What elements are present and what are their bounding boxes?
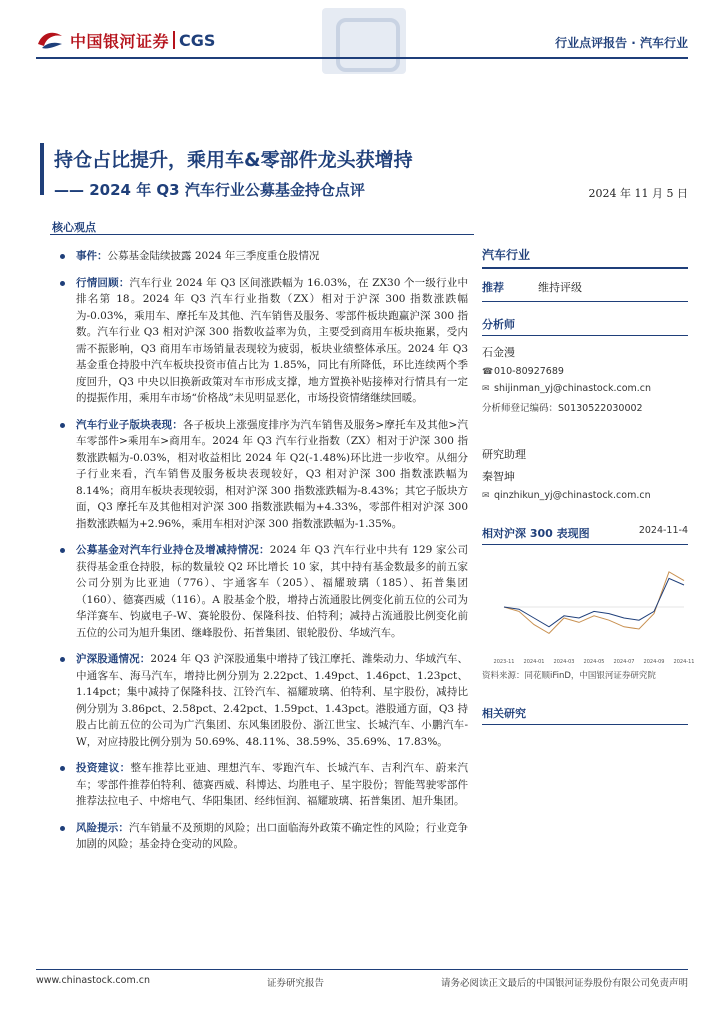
analyst-email xyxy=(482,383,688,394)
list-item xyxy=(58,651,468,750)
rating-label: 推荐 xyxy=(482,281,504,294)
x-tick-label: 2024-09 xyxy=(643,659,665,665)
page-header xyxy=(0,0,724,80)
performance-chart xyxy=(482,549,695,667)
series-line-0 xyxy=(504,572,684,634)
footer-website[interactable]: www.chinastock.com.cn xyxy=(36,975,150,986)
x-tick-label: 2023-11 xyxy=(493,659,515,665)
bullet-icon xyxy=(60,281,65,286)
x-tick-label: 2024-01 xyxy=(523,659,545,665)
researcher-email xyxy=(482,490,688,501)
email-text: shijinman_yj@chinastock.com.cn xyxy=(494,383,652,394)
bullet-icon xyxy=(60,657,65,662)
core-views-list xyxy=(58,248,468,863)
logo-cgs: CGS xyxy=(179,30,216,50)
phone-text: 010-80927689 xyxy=(494,366,564,377)
core-views-divider xyxy=(50,234,474,235)
item-text: 整车推荐比亚迪、理想汽车、零跑汽车、长城汽车、吉利汽车、蔚来汽车；零部件推荐伯特利、德赛西威、科博达、均胜电子、星宇股份；智能驾驶零部件推荐法拉电子、中熔电气、华阳集团、经纬恒润、福耀玻璃、拓普集团、旭升集团。 xyxy=(76,762,468,807)
bullet-icon xyxy=(60,254,65,259)
report-type: 行业点评报告 · 汽车行业 xyxy=(555,36,688,50)
header-divider xyxy=(36,57,688,59)
title-accent-bar xyxy=(40,143,44,195)
x-tick-label: 2024-03 xyxy=(553,659,575,665)
item-title: 风险提示： xyxy=(76,821,129,834)
list-item xyxy=(58,275,468,407)
item-title: 投资建议： xyxy=(76,762,131,774)
analyst-cert: 分析师登记编码：S0130522030002 xyxy=(482,403,643,414)
watermark-emblem xyxy=(322,8,406,74)
bullet-icon xyxy=(60,766,65,771)
x-tick-label: 2024-07 xyxy=(613,659,635,665)
logo-separator xyxy=(173,31,175,49)
company-logo xyxy=(36,28,215,52)
logo-icon xyxy=(36,28,64,52)
chart-header xyxy=(482,525,688,545)
bullet-icon xyxy=(60,423,65,428)
phone-icon: ☎ xyxy=(482,366,494,377)
chart-title: 相对沪深 300 表现图 xyxy=(482,527,590,540)
related-research-label: 相关研究 xyxy=(482,705,688,725)
item-title: 事件： xyxy=(76,250,108,262)
bullet-icon xyxy=(60,826,65,831)
analyst-phone xyxy=(482,366,688,377)
item-title: 沪深股通情况： xyxy=(76,653,151,665)
report-date: 2024 年 11 月 5 日 xyxy=(588,187,688,200)
x-tick-label: 2024-05 xyxy=(583,659,605,665)
page-title: 持仓占比提升，乘用车&零部件龙头获增持 xyxy=(54,149,413,171)
rating-value: 维持评级 xyxy=(538,281,582,294)
item-text: 各子板块上涨强度排序为汽车销售及服务>摩托车及其他>汽车零部件>乘用车>商用车。2024 年 Q3 汽车行业指数（ZX）相对于沪深 300 指数涨跌幅为-0.03%，相对收益相比 2024 年 Q2(-1.48%)环比进一步收窄。从细分子行业来看，汽车销售及服务板块表现较好，Q3 相对沪深 300 指数涨跌幅为 8.14%；商用车板块表现较弱，相对沪深 300 指数涨跌幅为-8.43%；其它子版块方面，Q3 摩托车及其他相对沪深 300 指数涨跌幅为+4.33%，零部件相对沪深 300 指数涨跌幅为+2.96%，乘用车相对沪深 300 指数涨跌幅为-1.35%。 xyxy=(76,418,468,530)
industry-label: 汽车行业 xyxy=(482,246,688,269)
researcher-label: 研究助理 xyxy=(482,448,526,461)
item-title: 公募基金对汽车行业持仓及增减持情况： xyxy=(76,544,270,556)
bullet-icon xyxy=(60,548,65,553)
item-text: 公募基金陆续披露 2024 年三季度重仓股情况 xyxy=(107,250,320,262)
logo-text: 中国银河证券 xyxy=(70,31,170,51)
item-text: 2024 年 Q3 沪深股通集中增持了钱江摩托、潍柴动力、华域汽车、中通客车、海马汽车，增持比例分别为 2.22pct、1.49pct、1.46pct、1.23pct、1.14pct；集中减持了保隆科技、江铃汽车、福耀玻璃、伯特利、星宇股份，减持比例分别为 3.86pct、2.58pct、2.42pct、1.59pct、1.43pct。港股通方面，Q3 持股占比前五位的公司为广汽集团、东风集团股份、浙江世宝、长城汽车、小鹏汽车-W，对应持股比例分别为 50.69%、48.11%、38.59%、35.69%、17.83%。 xyxy=(76,653,469,748)
mail-icon: ✉ xyxy=(482,490,490,501)
page-footer xyxy=(36,975,688,989)
list-item xyxy=(58,248,468,265)
analyst-name: 石金漫 xyxy=(482,346,515,359)
item-text: 汽车行业 2024 年 Q3 区间涨跌幅为 16.03%，在 ZX30 个一级行业中排名第 18。2024 年 Q3 汽车行业指数（ZX）相对于沪深 300 指数涨跌幅为-0.03%，乘用车、摩托车及其他、汽车销售及服务、零部件板块跑赢沪深 300 指数。汽车行业 Q3 相对沪深 300 指数收益率为负，主要受到商用车板块拖累，受内需不振影响，Q3 商用车市场销量表现较为疲弱，板块业绩整体承压。2024 年 Q3 基金重仓持股中汽车板块投资市值占比为 1.85%，同比有所降低，环比连续两个季度回升，Q3 中央以旧换新政策对车市形成支撑，地方置换补贴接棒对行情具有一定的提振作用，乘用车市场“价格战”未见明显恶化，市场投资情绪继续回暖。 xyxy=(76,276,469,404)
performance-chart-svg xyxy=(482,549,695,667)
item-text: 汽车销量不及预期的风险；出口面临海外政策不确定性的风险；行业竞争加剧的风险；基金持仓变动的风险。 xyxy=(76,821,469,850)
chart-source: 资料来源：同花顺iFinD，中国银河证券研究院 xyxy=(482,671,656,681)
footer-divider xyxy=(36,969,688,970)
email-text: qinzhikun_yj@chinastock.com.cn xyxy=(494,490,651,501)
footer-disclaimer: 请务必阅读正文最后的中国银河证券股份有限公司免责声明 xyxy=(440,978,688,989)
list-item xyxy=(58,820,468,853)
sidebar xyxy=(482,246,695,725)
page-subtitle: —— 2024 年 Q3 汽车行业公募基金持仓点评 xyxy=(54,181,365,199)
x-tick-label: 2024-11 xyxy=(673,659,695,665)
title-block xyxy=(54,145,674,200)
list-item xyxy=(58,417,468,533)
item-title: 汽车行业子版块表现： xyxy=(76,418,183,431)
researcher-name: 秦智坤 xyxy=(482,470,515,483)
series-line-1 xyxy=(504,578,684,626)
rating-row xyxy=(482,279,688,302)
item-title: 行情回顾： xyxy=(76,276,130,289)
list-item xyxy=(58,542,468,641)
item-text: 2024 年 Q3 汽车行业中共有 129 家公司获得基金重仓持股，标的数量较 Q2 环比增长 10 家，其中持有基金数最多的前五家公司分别为比亚迪（776）、宇通客车（205）、福耀玻璃（185）、拓普集团（160）、德赛西威（116）。A 股基金个股，增持占流通股比例变化前五位的公司为华洋赛车、钧崴电子-W、赛轮股份、保隆科技、伯特利；减持占流通股比例变化前五位的公司为旭升集团、继峰股份、拓普集团、银轮股份、华域汽车。 xyxy=(76,544,468,639)
list-item xyxy=(58,760,468,810)
analyst-label: 分析师 xyxy=(482,316,688,336)
core-views-label: 核心观点 xyxy=(52,221,96,234)
mail-icon: ✉ xyxy=(482,383,490,394)
footer-center: 证券研究报告 xyxy=(266,978,324,989)
chart-date: 2024-11-4 xyxy=(638,525,688,536)
